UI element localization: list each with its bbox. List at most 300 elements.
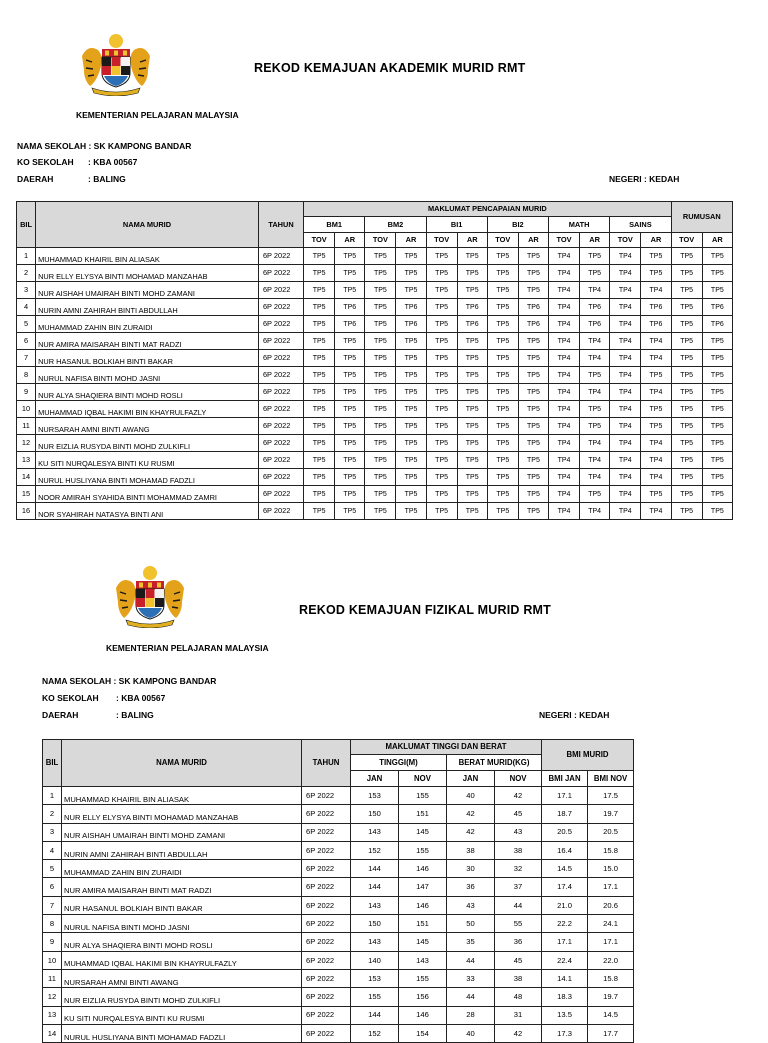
grade-cell: TP5 bbox=[396, 503, 426, 520]
table-row bbox=[43, 933, 634, 951]
measurement-cell: 18.7 bbox=[542, 805, 588, 823]
table-row bbox=[43, 915, 634, 933]
measurement-cell: 55 bbox=[495, 915, 542, 933]
grade-cell: TP5 bbox=[702, 418, 732, 435]
grade-cell: TP5 bbox=[396, 469, 426, 486]
grade-cell: TP5 bbox=[426, 316, 457, 333]
student-class-year: 6P 2022 bbox=[302, 896, 351, 914]
grade-cell: TP5 bbox=[702, 350, 732, 367]
grade-cell: TP5 bbox=[335, 333, 365, 350]
col-ar: AR bbox=[457, 233, 487, 248]
measurement-cell: 38 bbox=[447, 841, 495, 859]
measurement-cell: 40 bbox=[447, 787, 495, 805]
grade-cell: TP5 bbox=[396, 350, 426, 367]
table-row bbox=[43, 1006, 634, 1024]
table-row bbox=[43, 805, 634, 823]
grade-cell: TP4 bbox=[548, 316, 579, 333]
student-class-year: 6P 2022 bbox=[302, 969, 351, 987]
grade-cell: TP5 bbox=[641, 248, 671, 265]
measurement-cell: 17.1 bbox=[542, 787, 588, 805]
measurement-cell: 18.3 bbox=[542, 988, 588, 1006]
measurement-cell: 14.5 bbox=[588, 1006, 634, 1024]
grade-cell: TP5 bbox=[671, 265, 702, 282]
student-name: NUR EIZLIA RUSYDA BINTI MOHD ZULKIFLI bbox=[36, 435, 259, 452]
col-group-height-weight: MAKLUMAT TINGGI DAN BERAT bbox=[351, 740, 542, 755]
col-ar: AR bbox=[335, 233, 365, 248]
grade-cell: TP5 bbox=[518, 384, 548, 401]
row-bil: 11 bbox=[17, 418, 36, 435]
measurement-cell: 17.1 bbox=[542, 933, 588, 951]
grade-cell: TP6 bbox=[641, 316, 671, 333]
row-bil: 15 bbox=[17, 486, 36, 503]
grade-cell: TP5 bbox=[457, 248, 487, 265]
grade-cell: TP5 bbox=[671, 452, 702, 469]
grade-cell: TP4 bbox=[580, 333, 610, 350]
col-subject-bi1: BI1 bbox=[426, 217, 487, 233]
grade-cell: TP5 bbox=[304, 350, 335, 367]
grade-cell: TP5 bbox=[518, 282, 548, 299]
grade-cell: TP6 bbox=[457, 316, 487, 333]
grade-cell: TP4 bbox=[548, 350, 579, 367]
measurement-cell: 17.1 bbox=[588, 933, 634, 951]
grade-cell: TP5 bbox=[518, 401, 548, 418]
student-name: MUHAMMAD ZAHIN BIN ZURAIDI bbox=[62, 860, 302, 878]
grade-cell: TP5 bbox=[671, 282, 702, 299]
measurement-cell: 147 bbox=[399, 878, 447, 896]
table-row bbox=[43, 823, 634, 841]
measurement-cell: 143 bbox=[351, 933, 399, 951]
grade-cell: TP5 bbox=[702, 486, 732, 503]
student-name: NURSARAH AMNI BINTI AWANG bbox=[36, 418, 259, 435]
student-name: MUHAMMAD ZAHIN BIN ZURAIDI bbox=[36, 316, 259, 333]
row-bil: 16 bbox=[17, 503, 36, 520]
row-bil: 6 bbox=[43, 878, 62, 896]
grade-cell: TP5 bbox=[457, 333, 487, 350]
grade-cell: TP4 bbox=[548, 367, 579, 384]
grade-cell: TP5 bbox=[426, 350, 457, 367]
grade-cell: TP5 bbox=[304, 452, 335, 469]
measurement-cell: 22.0 bbox=[588, 951, 634, 969]
table-row bbox=[43, 1024, 634, 1042]
student-name: MUHAMMAD KHAIRIL BIN ALIASAK bbox=[62, 787, 302, 805]
table-row bbox=[17, 282, 733, 299]
grade-cell: TP5 bbox=[487, 248, 518, 265]
measurement-cell: 156 bbox=[399, 988, 447, 1006]
grade-cell: TP4 bbox=[610, 452, 641, 469]
student-class-year: 6P 2022 bbox=[302, 823, 351, 841]
table-row bbox=[17, 248, 733, 265]
school-code-value: : KBA 00567 bbox=[88, 157, 138, 167]
grade-cell: TP5 bbox=[426, 384, 457, 401]
grade-cell: TP4 bbox=[641, 452, 671, 469]
grade-cell: TP4 bbox=[610, 435, 641, 452]
col-height-nov: NOV bbox=[399, 771, 447, 787]
col-rumusan: RUMUSAN bbox=[671, 202, 732, 233]
grade-cell: TP6 bbox=[396, 299, 426, 316]
student-class-year: 6P 2022 bbox=[258, 316, 303, 333]
col-name: NAMA MURID bbox=[62, 740, 302, 787]
grade-cell: TP5 bbox=[580, 486, 610, 503]
grade-cell: TP5 bbox=[702, 384, 732, 401]
grade-cell: TP5 bbox=[702, 452, 732, 469]
grade-cell: TP5 bbox=[702, 435, 732, 452]
grade-cell: TP5 bbox=[702, 469, 732, 486]
col-tov: TOV bbox=[426, 233, 457, 248]
grade-cell: TP5 bbox=[304, 299, 335, 316]
grade-cell: TP5 bbox=[365, 265, 396, 282]
table-row bbox=[43, 988, 634, 1006]
student-name: NUR HASANUL BOLKIAH BINTI BAKAR bbox=[36, 350, 259, 367]
student-class-year: 6P 2022 bbox=[258, 486, 303, 503]
grade-cell: TP5 bbox=[518, 435, 548, 452]
grade-cell: TP4 bbox=[641, 503, 671, 520]
grade-cell: TP5 bbox=[457, 469, 487, 486]
student-name: KU SITI NURQALESYA BINTI KU RUSMI bbox=[62, 1006, 302, 1024]
row-bil: 8 bbox=[43, 915, 62, 933]
grade-cell: TP4 bbox=[548, 265, 579, 282]
student-class-year: 6P 2022 bbox=[302, 951, 351, 969]
student-name: NURUL NAFISA BINTI MOHD JASNI bbox=[62, 915, 302, 933]
grade-cell: TP4 bbox=[610, 333, 641, 350]
measurement-cell: 143 bbox=[351, 896, 399, 914]
col-weight: BERAT MURID(KG) bbox=[447, 755, 542, 771]
student-name: NUR AMIRA MAISARAH BINTI MAT RADZI bbox=[62, 878, 302, 896]
grade-cell: TP5 bbox=[304, 401, 335, 418]
measurement-cell: 144 bbox=[351, 1006, 399, 1024]
measurement-cell: 44 bbox=[447, 951, 495, 969]
grade-cell: TP5 bbox=[487, 486, 518, 503]
student-class-year: 6P 2022 bbox=[302, 988, 351, 1006]
measurement-cell: 30 bbox=[447, 860, 495, 878]
measurement-cell: 36 bbox=[447, 878, 495, 896]
grade-cell: TP5 bbox=[487, 418, 518, 435]
row-bil: 9 bbox=[17, 384, 36, 401]
physical-school-code bbox=[42, 693, 165, 703]
row-bil: 5 bbox=[17, 316, 36, 333]
grade-cell: TP4 bbox=[610, 299, 641, 316]
grade-cell: TP4 bbox=[548, 333, 579, 350]
student-name: NOR SYAHIRAH NATASYA BINTI ANI bbox=[36, 503, 259, 520]
grade-cell: TP5 bbox=[365, 401, 396, 418]
row-bil: 6 bbox=[17, 333, 36, 350]
malaysia-coat-of-arms-icon bbox=[78, 30, 154, 96]
col-height: TINGGI(M) bbox=[351, 755, 447, 771]
student-class-year: 6P 2022 bbox=[302, 787, 351, 805]
measurement-cell: 155 bbox=[399, 841, 447, 859]
grade-cell: TP5 bbox=[365, 316, 396, 333]
grade-cell: TP4 bbox=[548, 435, 579, 452]
student-name: NUR ALYA SHAQIERA BINTI MOHD ROSLI bbox=[36, 384, 259, 401]
measurement-cell: 153 bbox=[351, 787, 399, 805]
grade-cell: TP5 bbox=[426, 435, 457, 452]
table-row bbox=[17, 299, 733, 316]
grade-cell: TP5 bbox=[365, 435, 396, 452]
grade-cell: TP5 bbox=[365, 282, 396, 299]
grade-cell: TP5 bbox=[457, 418, 487, 435]
grade-cell: TP5 bbox=[457, 367, 487, 384]
grade-cell: TP5 bbox=[641, 418, 671, 435]
grade-cell: TP5 bbox=[641, 401, 671, 418]
student-name: MUHAMMAD IQBAL HAKIMI BIN KHAYRULFAZLY bbox=[36, 401, 259, 418]
grade-cell: TP5 bbox=[426, 299, 457, 316]
grade-cell: TP4 bbox=[641, 333, 671, 350]
grade-cell: TP5 bbox=[487, 265, 518, 282]
measurement-cell: 20.6 bbox=[588, 896, 634, 914]
measurement-cell: 32 bbox=[495, 860, 542, 878]
measurement-cell: 14.5 bbox=[542, 860, 588, 878]
grade-cell: TP6 bbox=[641, 299, 671, 316]
measurement-cell: 143 bbox=[399, 951, 447, 969]
grade-cell: TP5 bbox=[702, 265, 732, 282]
col-tov: TOV bbox=[548, 233, 579, 248]
grade-cell: TP5 bbox=[365, 333, 396, 350]
grade-cell: TP5 bbox=[304, 503, 335, 520]
student-class-year: 6P 2022 bbox=[258, 418, 303, 435]
measurement-cell: 146 bbox=[399, 1006, 447, 1024]
table-row bbox=[43, 878, 634, 896]
grade-cell: TP5 bbox=[487, 503, 518, 520]
row-bil: 12 bbox=[43, 988, 62, 1006]
table-row bbox=[17, 435, 733, 452]
row-bil: 1 bbox=[17, 248, 36, 265]
grade-cell: TP5 bbox=[671, 486, 702, 503]
grade-cell: TP5 bbox=[335, 435, 365, 452]
grade-cell: TP5 bbox=[487, 401, 518, 418]
district-label: DAERAH bbox=[42, 710, 79, 720]
measurement-cell: 42 bbox=[447, 823, 495, 841]
grade-cell: TP4 bbox=[641, 435, 671, 452]
row-bil: 8 bbox=[17, 367, 36, 384]
row-bil: 14 bbox=[43, 1024, 62, 1042]
grade-cell: TP6 bbox=[702, 316, 732, 333]
grade-cell: TP4 bbox=[610, 503, 641, 520]
grade-cell: TP4 bbox=[580, 282, 610, 299]
col-weight-nov: NOV bbox=[495, 771, 542, 787]
measurement-cell: 153 bbox=[351, 969, 399, 987]
grade-cell: TP5 bbox=[457, 350, 487, 367]
grade-cell: TP5 bbox=[365, 469, 396, 486]
student-name: NUR AMIRA MAISARAH BINTI MAT RADZI bbox=[36, 333, 259, 350]
grade-cell: TP5 bbox=[671, 248, 702, 265]
col-ar: AR bbox=[702, 233, 732, 248]
measurement-cell: 50 bbox=[447, 915, 495, 933]
grade-cell: TP5 bbox=[671, 435, 702, 452]
grade-cell: TP5 bbox=[702, 333, 732, 350]
grade-cell: TP5 bbox=[304, 384, 335, 401]
row-bil: 2 bbox=[43, 805, 62, 823]
grade-cell: TP5 bbox=[304, 282, 335, 299]
grade-cell: TP5 bbox=[518, 333, 548, 350]
row-bil: 13 bbox=[17, 452, 36, 469]
col-tov: TOV bbox=[365, 233, 396, 248]
physical-ministry: KEMENTERIAN PELAJARAN MALAYSIA bbox=[106, 643, 269, 653]
student-name: NURUL NAFISA BINTI MOHD JASNI bbox=[36, 367, 259, 384]
col-ar: AR bbox=[518, 233, 548, 248]
measurement-cell: 20.5 bbox=[542, 823, 588, 841]
row-bil: 2 bbox=[17, 265, 36, 282]
grade-cell: TP5 bbox=[426, 248, 457, 265]
grade-cell: TP5 bbox=[702, 248, 732, 265]
col-tahun: TAHUN bbox=[258, 202, 303, 248]
table-row bbox=[17, 452, 733, 469]
grade-cell: TP5 bbox=[671, 333, 702, 350]
student-name: NURIN AMNI ZAHIRAH BINTI ABDULLAH bbox=[36, 299, 259, 316]
row-bil: 4 bbox=[17, 299, 36, 316]
row-bil: 10 bbox=[43, 951, 62, 969]
measurement-cell: 151 bbox=[399, 805, 447, 823]
grade-cell: TP5 bbox=[457, 401, 487, 418]
grade-cell: TP4 bbox=[548, 299, 579, 316]
student-class-year: 6P 2022 bbox=[258, 367, 303, 384]
student-class-year: 6P 2022 bbox=[258, 248, 303, 265]
measurement-cell: 145 bbox=[399, 933, 447, 951]
grade-cell: TP4 bbox=[641, 282, 671, 299]
col-ar: AR bbox=[641, 233, 671, 248]
table-row bbox=[17, 333, 733, 350]
table-row bbox=[17, 367, 733, 384]
grade-cell: TP5 bbox=[487, 333, 518, 350]
grade-cell: TP6 bbox=[457, 299, 487, 316]
grade-cell: TP5 bbox=[426, 503, 457, 520]
measurement-cell: 43 bbox=[447, 896, 495, 914]
measurement-cell: 38 bbox=[495, 841, 542, 859]
grade-cell: TP5 bbox=[396, 282, 426, 299]
grade-cell: TP5 bbox=[518, 503, 548, 520]
academic-table bbox=[16, 201, 733, 520]
measurement-cell: 44 bbox=[447, 988, 495, 1006]
school-code-label: KO SEKOLAH bbox=[42, 693, 99, 703]
student-class-year: 6P 2022 bbox=[258, 384, 303, 401]
grade-cell: TP5 bbox=[518, 350, 548, 367]
district-value: : BALING bbox=[88, 174, 126, 184]
grade-cell: TP6 bbox=[518, 299, 548, 316]
row-bil: 9 bbox=[43, 933, 62, 951]
grade-cell: TP4 bbox=[580, 452, 610, 469]
student-class-year: 6P 2022 bbox=[258, 452, 303, 469]
col-bil: BIL bbox=[43, 740, 62, 787]
grade-cell: TP5 bbox=[671, 503, 702, 520]
student-class-year: 6P 2022 bbox=[258, 469, 303, 486]
grade-cell: TP4 bbox=[548, 282, 579, 299]
grade-cell: TP4 bbox=[580, 503, 610, 520]
measurement-cell: 31 bbox=[495, 1006, 542, 1024]
student-class-year: 6P 2022 bbox=[302, 1006, 351, 1024]
grade-cell: TP5 bbox=[457, 282, 487, 299]
col-subject-bm2: BM2 bbox=[365, 217, 426, 233]
student-class-year: 6P 2022 bbox=[302, 1024, 351, 1042]
row-bil: 3 bbox=[43, 823, 62, 841]
grade-cell: TP5 bbox=[335, 282, 365, 299]
grade-cell: TP5 bbox=[457, 265, 487, 282]
grade-cell: TP5 bbox=[335, 401, 365, 418]
table-row bbox=[43, 787, 634, 805]
col-tov: TOV bbox=[671, 233, 702, 248]
grade-cell: TP5 bbox=[426, 418, 457, 435]
measurement-cell: 17.4 bbox=[542, 878, 588, 896]
grade-cell: TP5 bbox=[304, 367, 335, 384]
grade-cell: TP5 bbox=[518, 265, 548, 282]
grade-cell: TP5 bbox=[396, 452, 426, 469]
student-class-year: 6P 2022 bbox=[302, 805, 351, 823]
measurement-cell: 152 bbox=[351, 841, 399, 859]
measurement-cell: 17.3 bbox=[542, 1024, 588, 1042]
student-name: NUR ELLY ELYSYA BINTI MOHAMAD MANZAHAB bbox=[36, 265, 259, 282]
grade-cell: TP4 bbox=[580, 350, 610, 367]
grade-cell: TP5 bbox=[365, 486, 396, 503]
grade-cell: TP5 bbox=[335, 486, 365, 503]
measurement-cell: 144 bbox=[351, 878, 399, 896]
grade-cell: TP5 bbox=[487, 350, 518, 367]
grade-cell: TP5 bbox=[304, 316, 335, 333]
academic-ministry: KEMENTERIAN PELAJARAN MALAYSIA bbox=[76, 110, 239, 120]
measurement-cell: 42 bbox=[495, 787, 542, 805]
grade-cell: TP5 bbox=[335, 350, 365, 367]
physical-school-name: NAMA SEKOLAH : SK KAMPONG BANDAR bbox=[42, 676, 217, 686]
grade-cell: TP5 bbox=[365, 248, 396, 265]
grade-cell: TP5 bbox=[457, 486, 487, 503]
table-row bbox=[17, 418, 733, 435]
measurement-cell: 17.5 bbox=[588, 787, 634, 805]
student-class-year: 6P 2022 bbox=[258, 265, 303, 282]
grade-cell: TP4 bbox=[548, 384, 579, 401]
col-ar: AR bbox=[396, 233, 426, 248]
physical-table bbox=[42, 739, 634, 1043]
grade-cell: TP5 bbox=[641, 486, 671, 503]
student-name: NUR HASANUL BOLKIAH BINTI BAKAR bbox=[62, 896, 302, 914]
student-class-year: 6P 2022 bbox=[258, 333, 303, 350]
grade-cell: TP5 bbox=[487, 435, 518, 452]
grade-cell: TP4 bbox=[580, 469, 610, 486]
measurement-cell: 20.5 bbox=[588, 823, 634, 841]
grade-cell: TP5 bbox=[671, 299, 702, 316]
academic-district bbox=[17, 174, 126, 184]
academic-title: REKOD KEMAJUAN AKADEMIK MURID RMT bbox=[254, 61, 526, 75]
district-value: : BALING bbox=[116, 710, 154, 720]
grade-cell: TP5 bbox=[671, 316, 702, 333]
student-name: NOOR AMIRAH SYAHIDA BINTI MOHAMMAD ZAMRI bbox=[36, 486, 259, 503]
col-tahun: TAHUN bbox=[302, 740, 351, 787]
row-bil: 13 bbox=[43, 1006, 62, 1024]
student-class-year: 6P 2022 bbox=[258, 350, 303, 367]
student-name: NUR ELLY ELYSYA BINTI MOHAMAD MANZAHAB bbox=[62, 805, 302, 823]
measurement-cell: 22.2 bbox=[542, 915, 588, 933]
measurement-cell: 33 bbox=[447, 969, 495, 987]
grade-cell: TP4 bbox=[610, 316, 641, 333]
grade-cell: TP4 bbox=[580, 435, 610, 452]
student-name: NURSARAH AMNI BINTI AWANG bbox=[62, 969, 302, 987]
grade-cell: TP5 bbox=[702, 401, 732, 418]
row-bil: 1 bbox=[43, 787, 62, 805]
col-subject-sains: SAINS bbox=[610, 217, 671, 233]
col-name: NAMA MURID bbox=[36, 202, 259, 248]
student-name: NUR AISHAH UMAIRAH BINTI MOHD ZAMANI bbox=[36, 282, 259, 299]
grade-cell: TP5 bbox=[335, 265, 365, 282]
grade-cell: TP5 bbox=[304, 418, 335, 435]
table-row bbox=[43, 969, 634, 987]
table-row bbox=[43, 951, 634, 969]
measurement-cell: 28 bbox=[447, 1006, 495, 1024]
grade-cell: TP5 bbox=[335, 503, 365, 520]
table-row bbox=[43, 860, 634, 878]
measurement-cell: 143 bbox=[351, 823, 399, 841]
school-code-value: : KBA 00567 bbox=[116, 693, 166, 703]
grade-cell: TP5 bbox=[580, 418, 610, 435]
district-label: DAERAH bbox=[17, 174, 54, 184]
measurement-cell: 14.1 bbox=[542, 969, 588, 987]
table-row bbox=[17, 486, 733, 503]
measurement-cell: 155 bbox=[399, 969, 447, 987]
grade-cell: TP5 bbox=[580, 265, 610, 282]
